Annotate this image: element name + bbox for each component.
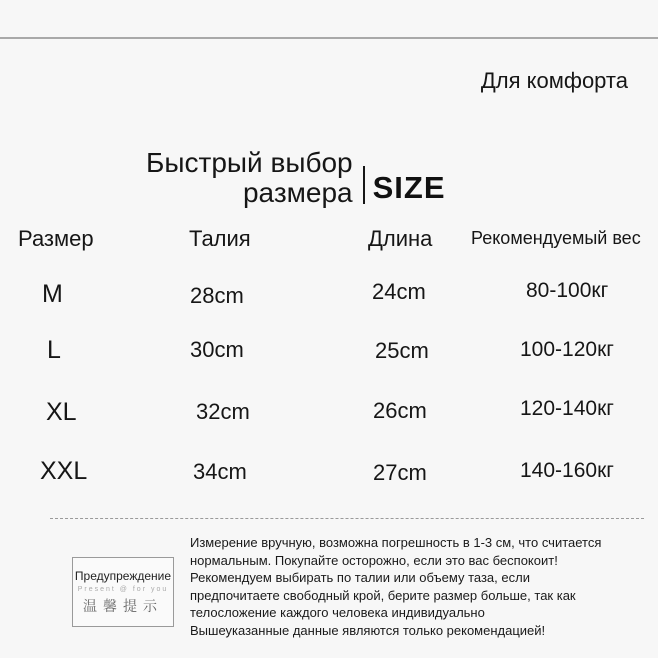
warning-title: Предупреждение xyxy=(74,568,172,583)
table-row-weight: 140-160кг xyxy=(520,459,614,482)
note-line: Рекомендуем выбирать по талии или объему таза, если xyxy=(190,570,530,585)
warning-subtitle-cn: 温馨提示 xyxy=(83,597,163,614)
column-header-length: Длина xyxy=(368,226,433,251)
table-row-length: 24cm xyxy=(372,279,426,304)
comfort-label: Для комфорта xyxy=(480,68,628,93)
table-row-size: M xyxy=(42,280,63,308)
note-line: нормальным. Покупайте осторожно, если это вас беспокоит! xyxy=(190,552,558,568)
table-row-weight: 120-140кг xyxy=(520,397,614,420)
table-row-size: XL xyxy=(46,398,77,426)
note-line: телосложение каждого человека индивидуально xyxy=(190,605,485,620)
title-line-1: Быстрый выбор xyxy=(146,147,353,178)
title-size-word: SIZE xyxy=(372,170,446,205)
measurement-notes xyxy=(190,534,650,639)
title-text xyxy=(146,148,353,208)
table-row-weight: 100-120кг xyxy=(520,338,614,361)
column-header-waist: Талия xyxy=(189,226,251,251)
table-row-size: XXL xyxy=(40,457,88,485)
table-row-waist: 28cm xyxy=(190,283,244,308)
note-line: Измерение вручную, возможна погрешность в 1-3 см, что считается xyxy=(190,535,602,550)
table-row-waist: 30cm xyxy=(190,337,244,362)
column-header-weight: Рекомендуемый вес xyxy=(471,228,641,248)
column-header-size: Размер xyxy=(18,226,94,251)
title-separator xyxy=(363,166,365,204)
table-row-length: 27cm xyxy=(373,460,427,485)
table-row-length: 26cm xyxy=(373,398,427,423)
table-row-weight: 80-100кг xyxy=(526,279,609,302)
note-line: предпочитаете свободный крой, берите размер больше, так как xyxy=(190,587,576,603)
table-row-length: 25cm xyxy=(375,338,429,363)
warning-badge xyxy=(72,557,174,627)
table-row-waist: 34cm xyxy=(193,459,247,484)
table-row-size: L xyxy=(47,336,61,364)
top-divider xyxy=(0,37,658,39)
table-row-waist: 32cm xyxy=(196,399,250,424)
dashed-divider xyxy=(50,518,644,519)
warning-subtitle-en: Present @ for you xyxy=(77,585,169,593)
size-chart-title xyxy=(146,148,446,208)
title-line-2: размера xyxy=(242,177,353,208)
note-line: Вышеуказанные данные являются только рекомендацией! xyxy=(190,622,546,638)
